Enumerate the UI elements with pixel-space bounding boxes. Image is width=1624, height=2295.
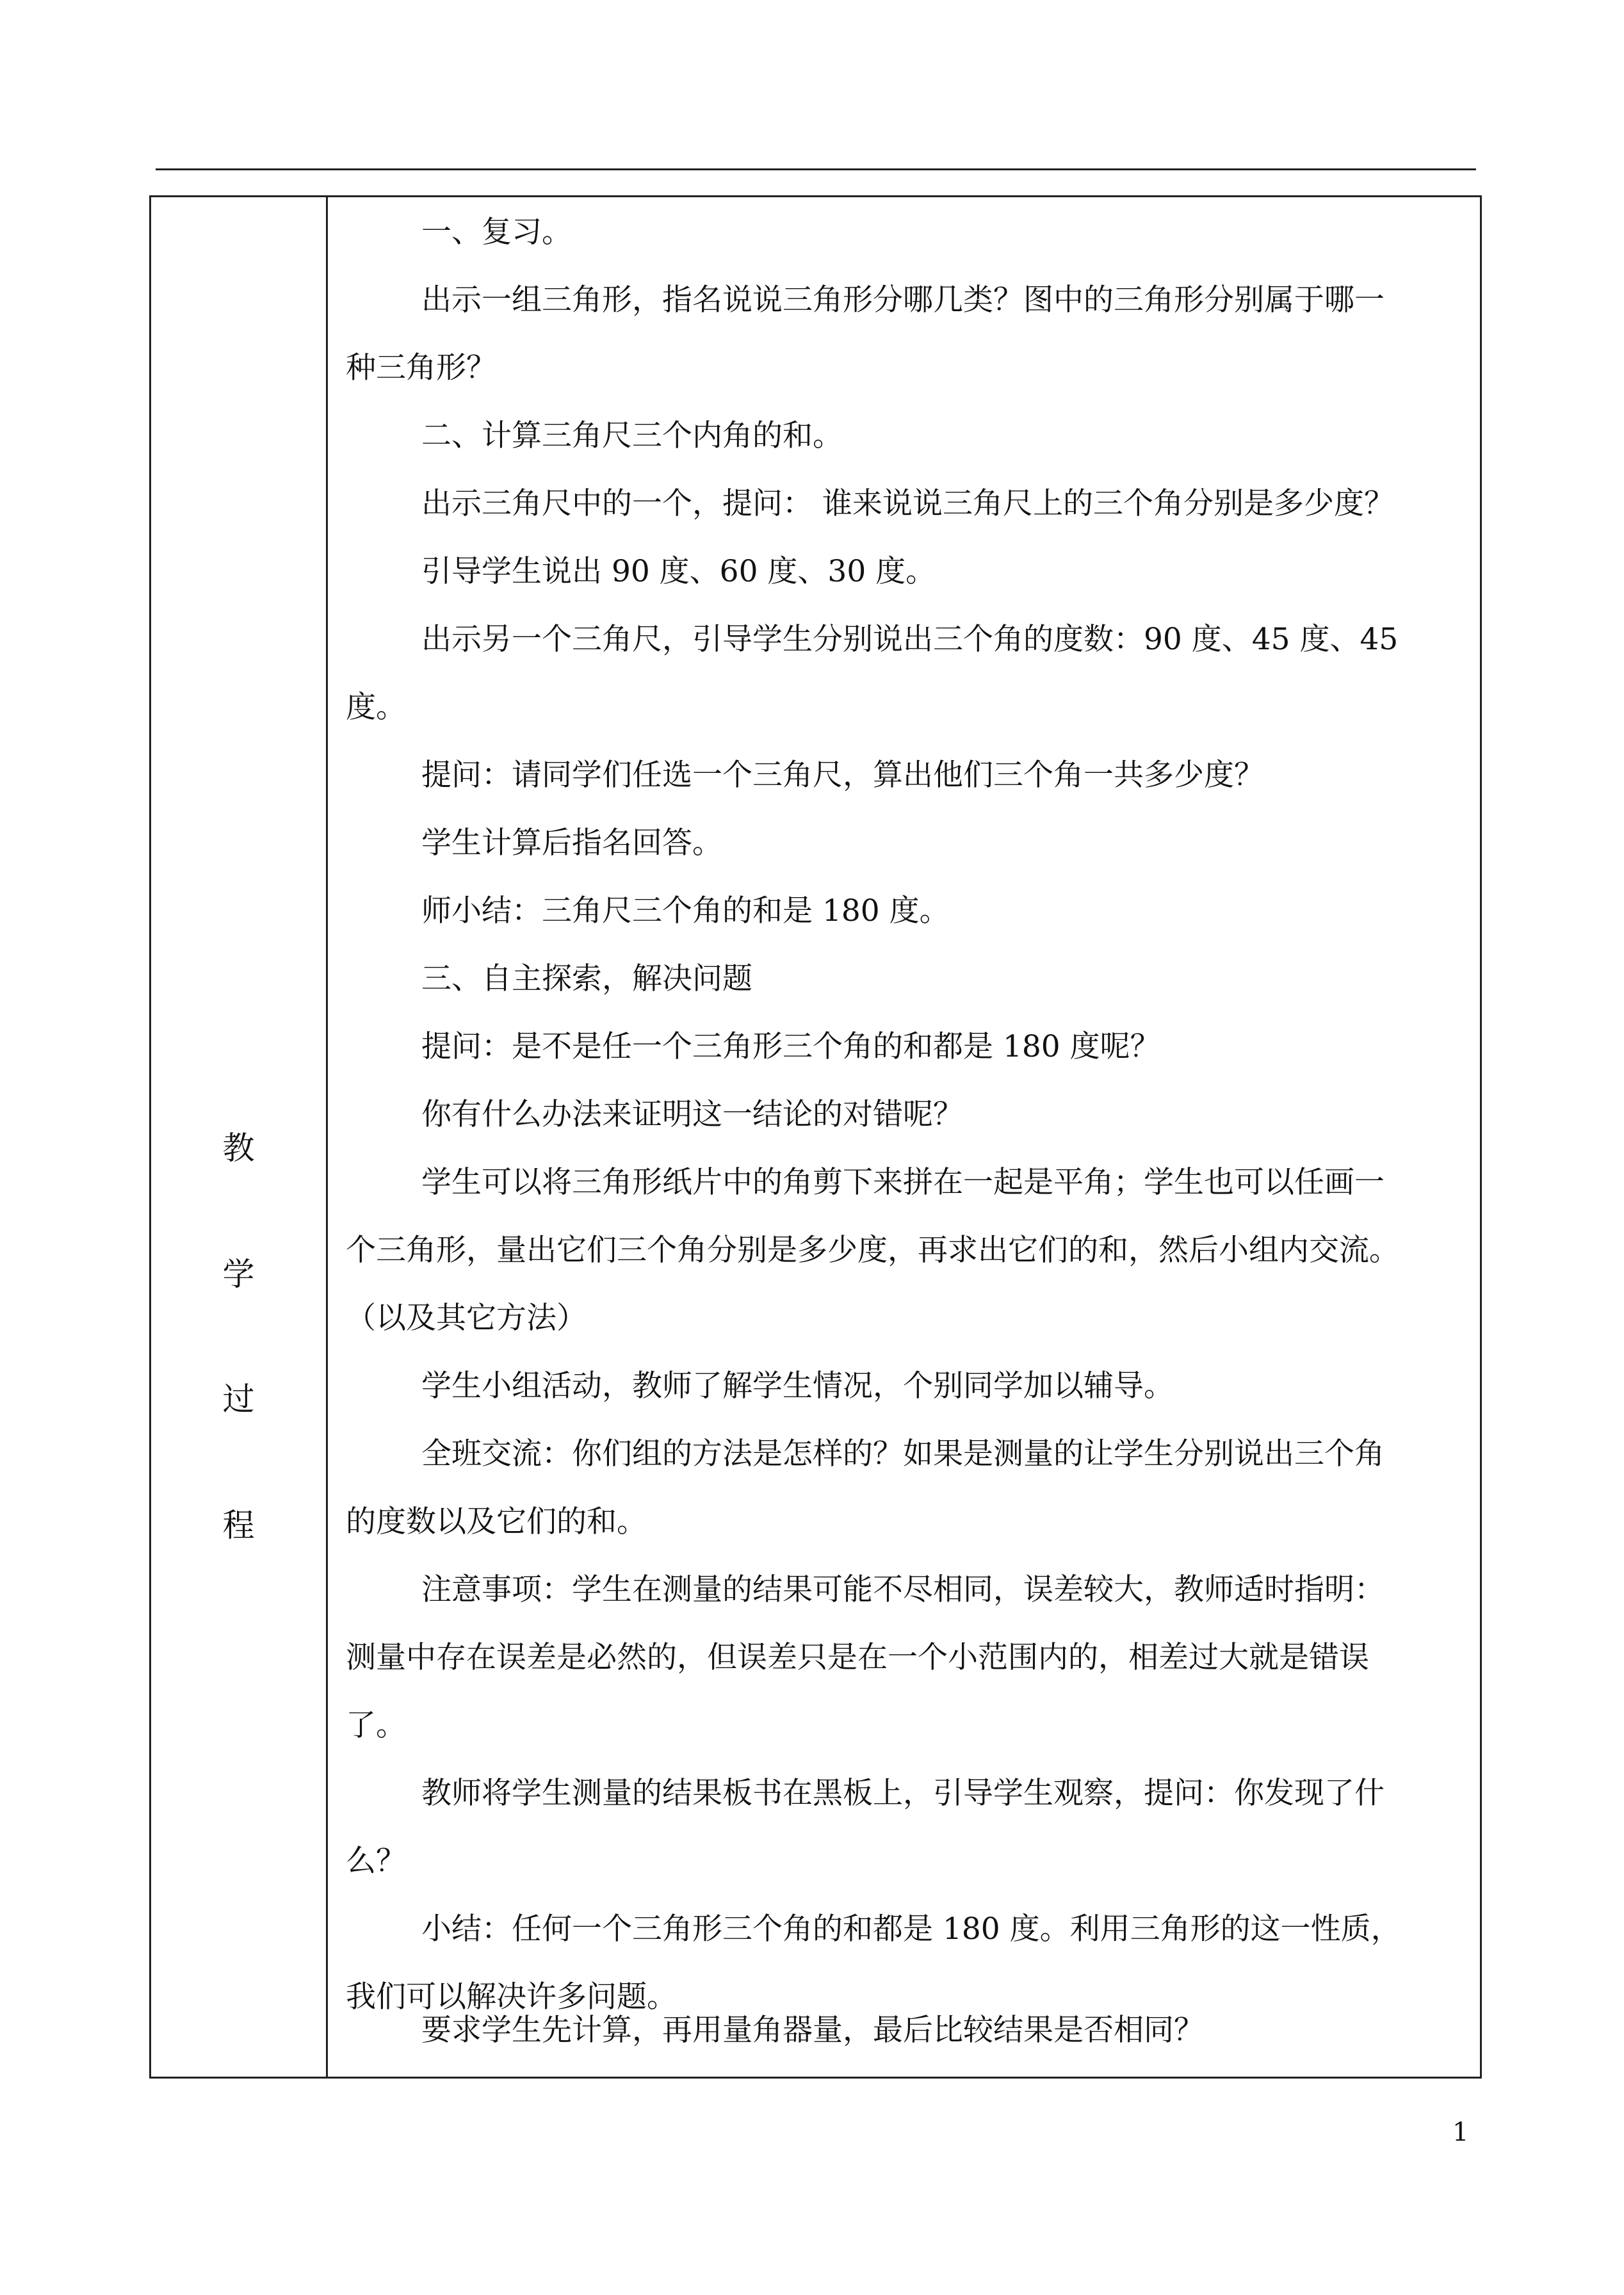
text-line: 学生可以将三角形纸片中的角剪下来拼在一起是平角；学生也可以任画一 [421, 1165, 1384, 1200]
paragraph [328, 742, 1481, 809]
paragraph [328, 538, 1481, 606]
header-rule [156, 168, 1476, 170]
paragraph [328, 877, 1481, 945]
text-line: 教师将学生测量的结果板书在黑板上，引导学生观察，提问：你发现了什 [421, 1776, 1384, 1811]
content-column [328, 197, 1480, 2077]
text-line: 出示另一个三角尺，引导学生分别说出三个角的度数：90 度、45 度、45 [421, 622, 1399, 657]
text-line: （以及其它方法） [346, 1301, 587, 1336]
paragraph [328, 809, 1481, 877]
paragraph [328, 266, 1481, 402]
paragraph [328, 199, 1481, 266]
paragraph [328, 470, 1481, 538]
text-line: 要求学生先计算，再用量角器量，最后比较结果是否相同？ [421, 2013, 1204, 2048]
text-line: 了。 [346, 1708, 406, 1743]
text-line: 个三角形，量出它们三个角分别是多少度，再求出它们的和，然后小组内交流。 [346, 1233, 1399, 1268]
paragraph [328, 606, 1481, 742]
text-line: 小结：任何一个三角形三个角的和都是 180 度。利用三角形的这一性质， [421, 1911, 1401, 1947]
text-line: 么？ [346, 1844, 406, 1879]
paragraph [328, 1013, 1481, 1081]
text-line: 全班交流：你们组的方法是怎样的？如果是测量的让学生分别说出三个角 [421, 1436, 1384, 1472]
text-line: 你有什么办法来证明这一结论的对错呢？ [421, 1097, 963, 1132]
side-label-char: 程 [222, 1507, 255, 1544]
text-line: 提问：请同学们任选一个三角尺，算出他们三个角一共多少度？ [421, 758, 1264, 793]
text-line: 三、自主探索，解决问题 [421, 961, 752, 996]
paragraph [328, 1556, 1481, 1760]
text-line: 提问：是不是任一个三角形三个角的和都是 180 度呢？ [421, 1029, 1160, 1064]
text-line: 注意事项：学生在测量的结果可能不尽相同，误差较大，教师适时指明： [421, 1572, 1384, 1607]
text-line: 师小结：三角尺三个角的和是 180 度。 [421, 893, 950, 929]
text-line: 测量中存在误差是必然的，但误差只是在一个小范围内的，相差过大就是错误 [346, 1640, 1369, 1675]
text-line: 学生小组活动，教师了解学生情况，个别同学加以辅导。 [421, 1368, 1174, 1404]
text-line: 学生计算后指名回答。 [421, 825, 722, 861]
page-number: 1 [1452, 2118, 1469, 2147]
side-label-char: 过 [222, 1381, 255, 1418]
text-line: 二、计算三角尺三个内角的和。 [421, 418, 843, 453]
text-line: 一、复习。 [421, 215, 572, 250]
side-label-column [151, 197, 328, 2077]
text-line: 引导学生说出 90 度、60 度、30 度。 [421, 554, 936, 589]
paragraph [328, 1352, 1481, 1420]
paragraph [328, 1081, 1481, 1149]
text-line: 的度数以及它们的和。 [346, 1504, 647, 1539]
paragraph [328, 1997, 1481, 2064]
paragraph [328, 1149, 1481, 1352]
paragraph [328, 945, 1481, 1013]
text-line: 度。 [346, 690, 406, 725]
side-label-char: 教 [222, 1130, 255, 1167]
lesson-table [149, 195, 1482, 2079]
text-line: 出示一组三角形，指名说说三角形分哪几类？图中的三角形分别属于哪一 [421, 282, 1384, 318]
paragraph [328, 402, 1481, 470]
text-line: 出示三角尺中的一个，提问： 谁来说说三角尺上的三个角分别是多少度？ [421, 486, 1394, 521]
side-label-char: 学 [222, 1256, 255, 1293]
paragraph [328, 1420, 1481, 1556]
text-line: 种三角形？ [346, 350, 496, 385]
paragraph [328, 1760, 1481, 1895]
text-line: 我们可以解决许多问题。 [346, 1979, 677, 2015]
